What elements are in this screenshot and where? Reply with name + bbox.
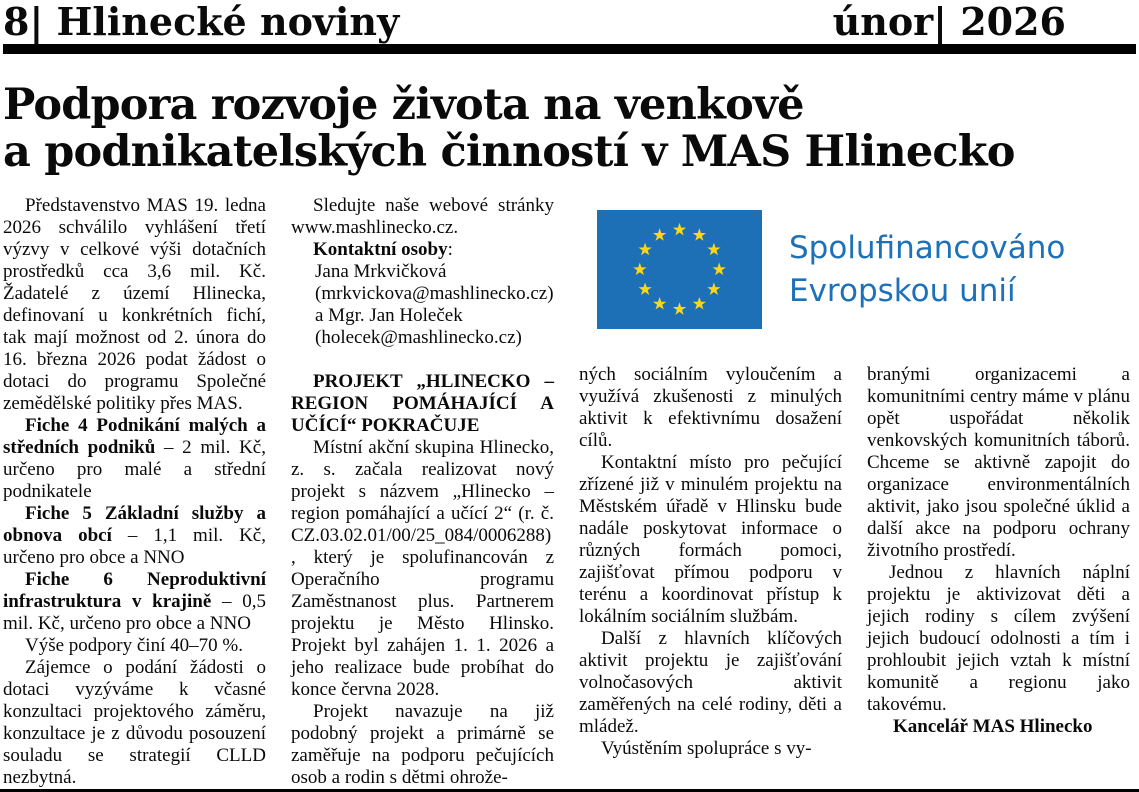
paragraph-intro: Představenstvo MAS 19. ledna 2026 schválilo vyhlášení třetí výzvy v celkové výši dotačních prostředků cca 3,6 mil. Kč. Žadatelé z území Hlinecka, definovaní u konkrétních fichí, tak mají možnost od 2. února do 16. března 2026 podat žádost o dotaci do programu Společné zemědělské politiky přes MAS. <box>3 195 266 414</box>
masthead-issue-date: únor| 2026 <box>832 0 1066 44</box>
masthead-rule <box>3 44 1136 54</box>
project-section-heading: PROJEKT „HLINECKO – REGION POMÁHAJÍCÍ A UČÍCÍ“ POKRAČUJE <box>291 371 554 436</box>
article-signature: Kancelář MAS Hlinecko <box>893 716 1093 737</box>
paragraph-children-resilience: Jednou z hlavních náplní projektu je aktivizovat děti a jejich rodiny s cílem zvýšení jejich budoucí odolnosti a tím i prohloubit jejich vztah k místní komunitě a regionu jako takovému. <box>867 562 1130 715</box>
article-headline <box>3 82 1136 176</box>
masthead-page-title: 8| Hlinecké noviny <box>3 0 400 44</box>
paragraph-contact-point: Kontaktní místo pro pečující zřízené již v minulém projektu na Městském úřadě v Hlinsku bude nadále poskytovat informace o různých formách pomoci, zajišťovat přímou podporu v terénu a koordinovat přístup k lokálním sociálním službám. <box>579 452 842 627</box>
column-3 <box>579 364 842 760</box>
eu-cofunding-logo <box>579 197 1136 342</box>
contact-email-1: (mrkvickova@mashlinecko.cz) <box>315 283 554 304</box>
fiche-5-title: Fiche 5 Základní služby a obnova obcí <box>3 503 266 546</box>
fiche-5-detail: – 1,1 mil. Kč, určeno pro obce a NNO <box>3 525 266 568</box>
headline-line-1: Podpora rozvoje života na venkově <box>3 80 804 130</box>
fiche-6-title: Fiche 6 Neproduktivní infrastruktura v krajině <box>3 569 266 612</box>
paragraph-support-rate: Výše podpory činí 40–70 %. <box>25 635 243 656</box>
article-body <box>3 195 1136 789</box>
column-1 <box>3 195 266 789</box>
right-half <box>579 195 1136 789</box>
paragraph-camps: branými organizacemi a komunitními centry máme v plánu opět uspořádat několik venkovských komunitních táborů. Chceme se aktivně zapojit do organizace environmentálních aktivit, jako jsou společné úklid a další akce na podporu ochrany životního prostředí. <box>867 364 1130 561</box>
contact-name-1: Jana Mrkvičková <box>315 261 447 282</box>
paragraph-cooperation-start: Vyústěním spolupráce s vy- <box>601 738 812 759</box>
masthead <box>3 0 1136 43</box>
contact-block <box>291 261 554 349</box>
paragraph-continuation: ných sociálním vyloučením a využívá zkušenosti z minulých aktivit k efektivnímu dosažení cílů. <box>579 364 842 451</box>
paragraph-website: Sledujte naše webové stránky www.mashlinecko.cz. <box>291 195 554 238</box>
column-2 <box>291 195 554 789</box>
fiche-4-detail: – 2 mil. Kč, určeno pro malé a střední podnikatele <box>3 437 266 502</box>
paragraph-consultation: Zájemce o podání žádosti o dotaci vyzýváme k včasné konzultaci projektového záměru, konzultace je z důvodu posouzení souladu se strategií CLLD nezbytná. <box>3 657 266 788</box>
contact-name-2: a Mgr. Jan Holeček <box>315 305 463 326</box>
paragraph-project-intro: Místní akční skupina Hlinecko, z. s. začala realizovat nový projekt s názvem „Hlinecko – region pomáhající a učící 2“ (r. č. CZ.03.02.01/00/25_084/0006288), který je spolufinancován z Operačního programu Zaměstnanost plus. Partnerem projektu je Město Hlinsko. Projekt byl zahájen 1. 1. 2026 a jeho realizace bude probíhat do konce června 2028. <box>291 437 554 700</box>
paragraph-fiche-5 <box>3 503 266 569</box>
paragraph-project-focus: Projekt navazuje na již podobný projekt a primárně se zaměřuje na podporu pečujících osob a rodin s dětmi ohrože- <box>291 701 554 788</box>
eu-flag-icon <box>597 210 762 329</box>
eu-caption-line-1: Spolufinancováno <box>789 229 1066 266</box>
paragraph-fiche-6 <box>3 569 266 635</box>
right-columns <box>579 364 1136 760</box>
fiche-6-detail: – 0,5 mil. Kč, určeno pro obce a NNO <box>3 591 267 634</box>
paragraph-leisure-activities: Další z hlavních klíčových aktivit projektu je zajišťování volnočasových aktivit zaměřených na celé rodiny, děti a mládež. <box>579 628 842 737</box>
paragraph-contact-label <box>291 239 554 261</box>
eu-caption-line-2: Evropskou unií <box>789 272 1016 309</box>
contact-label: Kontaktní osoby <box>313 239 448 260</box>
contact-colon: : <box>447 239 453 260</box>
contact-email-2: (holecek@mashlinecko.cz) <box>315 327 522 348</box>
headline-line-2: a podnikatelských činností v MAS Hlinecko <box>3 127 1015 177</box>
paragraph-fiche-4 <box>3 415 266 503</box>
fiche-4-title: Fiche 4 Podnikání malých a středních podniků <box>3 415 266 458</box>
column-4 <box>867 364 1130 760</box>
eu-cofunding-caption <box>789 227 1065 313</box>
